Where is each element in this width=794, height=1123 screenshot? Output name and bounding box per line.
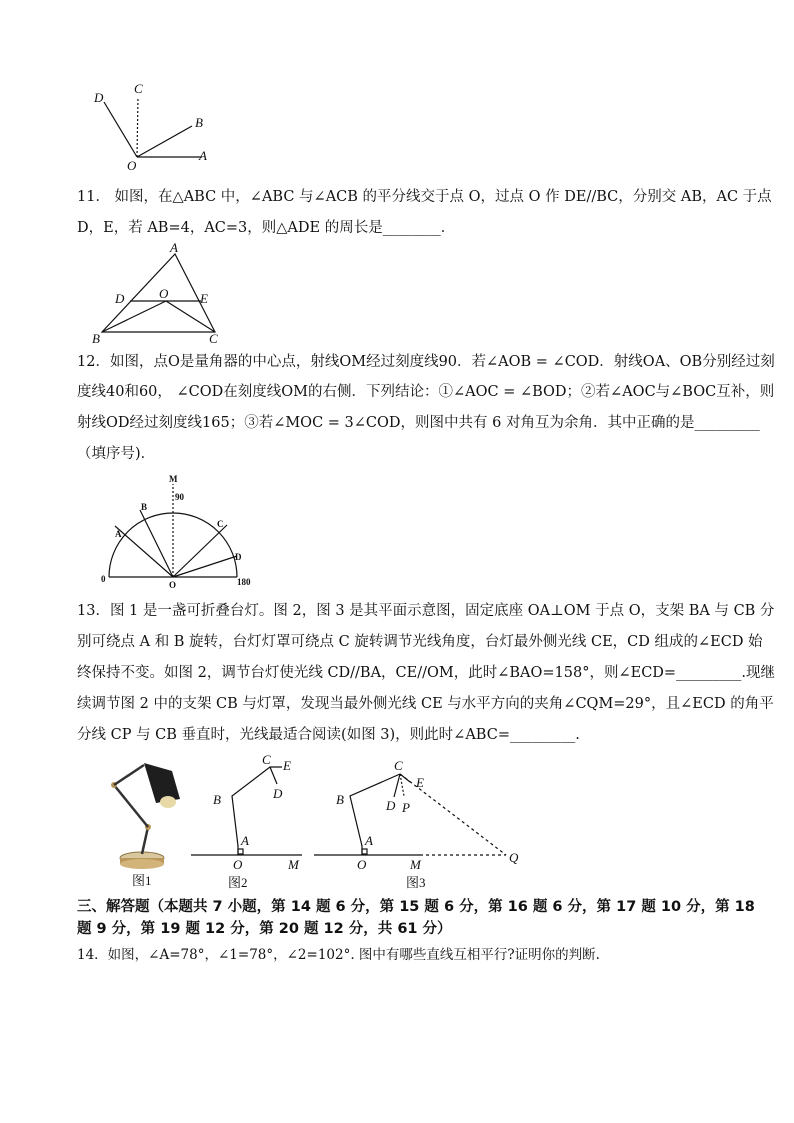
fig2-label-E: E (283, 758, 291, 773)
q12-text-line4: （填序号)． (77, 446, 156, 462)
fig10-label-D: D (94, 90, 104, 105)
q11-label-E: E (200, 291, 208, 306)
q12-text-line3: 射线OD经过刻度线165；③若∠MOC = 3∠COD，则图中共有 6 对角互为余角．其中正确的是_________ (77, 415, 760, 431)
q12-label-B: B (141, 502, 148, 512)
q12-text-line2: 度线40和60， ∠COD在刻度线OM的右侧．下列结论：①∠AOC = ∠BOD；②若∠AOC与∠BOC互补，则 (77, 384, 775, 400)
lamp-diagram-fig3 (310, 752, 530, 890)
fig2-label-O: O (233, 857, 243, 872)
q12-label-O: O (169, 580, 177, 590)
triangle-figure-q11 (88, 242, 228, 347)
protractor-figure-q12 (95, 470, 265, 590)
section3-heading-line1: 三、解答题（本题共 7 小题，第 14 题 6 分，第 15 题 6 分，第 16 题 6 分，第 17 题 10 分，第 18 (77, 899, 755, 915)
q11-label-O: O (159, 286, 169, 301)
fig3-label-P: P (402, 800, 410, 815)
q12-label-M: M (169, 474, 178, 484)
q11-text-line1: 11． 如图，在△ABC 中，∠ABC 与∠ACB 的平分线交于点 O，过点 O 作 DE//BC，分别交 AB，AC 于点 (77, 189, 772, 205)
q12-text-line1: 12．如图，点O是量角器的中心点，射线OM经过刻度线90．若∠AOB = ∠COD．射线OA、OB分别经过刻 (77, 354, 775, 370)
angle-figure-q10 (88, 80, 218, 175)
q11-label-D: D (115, 291, 125, 306)
fig10-label-C: C (134, 81, 143, 96)
q12-label-D: D (235, 552, 242, 562)
fig10-label-A: A (199, 148, 207, 163)
fig3-label-E: E (416, 775, 424, 790)
fig1-caption: 图1 (132, 873, 152, 888)
lamp-diagram-fig2 (186, 752, 308, 890)
q13-text-line2: 别可绕点 A 和 B 旋转，台灯灯罩可绕点 C 旋转调节光线角度，台灯最外侧光线 CE，CD 组成的∠ECD 始 (77, 634, 763, 650)
q11-text-line2: D，E，若 AB=4，AC=3，则△ADE 的周长是________． (77, 220, 456, 236)
fig2-label-M: M (288, 857, 299, 872)
desk-lamp-illustration (100, 755, 190, 890)
q12-label-A: A (115, 529, 122, 539)
q12-tick-0: 0 (101, 574, 106, 584)
fig2-label-D: D (273, 786, 283, 801)
q13-text-line4: 续调节图 2 中的支架 CB 与灯罩，发现当最外侧光线 CE 与水平方向的夹角∠CQM=29°，且∠ECD 的角平 (77, 696, 774, 712)
q13-text-line1: 13．图 1 是一盏可折叠台灯。图 2，图 3 是其平面示意图，固定底座 OA⊥OM 于点 O，支架 BA 与 CB 分 (77, 603, 775, 619)
q11-label-B: B (92, 331, 100, 346)
fig2-label-B: B (213, 792, 221, 807)
q13-text-line5: 分线 CP 与 CB 垂直时，光线最适合阅读(如图 3)，则此时∠ABC=_________. (77, 727, 580, 743)
fig3-label-M: M (410, 857, 421, 872)
fig3-label-B: B (336, 792, 344, 807)
fig3-label-A: A (365, 833, 373, 848)
fig2-caption: 图2 (228, 875, 248, 890)
fig2-label-A: A (241, 833, 249, 848)
q14-text-line1: 14．如图，∠A=78°，∠1=78°，∠2=102°. 图中有哪些直线互相平行?证明你的判断. (77, 947, 600, 963)
fig3-label-D: D (386, 798, 396, 813)
fig10-label-B: B (195, 115, 203, 130)
q11-label-A: A (170, 242, 178, 255)
q11-label-C: C (209, 331, 218, 346)
q13-text-line3: 终保持不变。如图 2，调节台灯使光线 CD//BA，CE//OM，此时∠BAO=158°，则∠ECD=_________.现继 (77, 665, 775, 681)
q12-tick-90: 90 (175, 492, 184, 502)
section3-heading-line2: 题 9 分，第 19 题 12 分，第 20 题 12 分，共 61 分） (77, 921, 452, 937)
fig10-label-O: O (127, 158, 137, 173)
fig3-label-C: C (394, 758, 403, 773)
q12-tick-180: 180 (237, 577, 251, 587)
fig3-caption: 图3 (406, 875, 426, 890)
fig3-label-Q: Q (509, 850, 519, 865)
fig3-label-O: O (357, 857, 367, 872)
q12-label-C: C (217, 519, 224, 529)
fig2-label-C: C (262, 752, 271, 767)
